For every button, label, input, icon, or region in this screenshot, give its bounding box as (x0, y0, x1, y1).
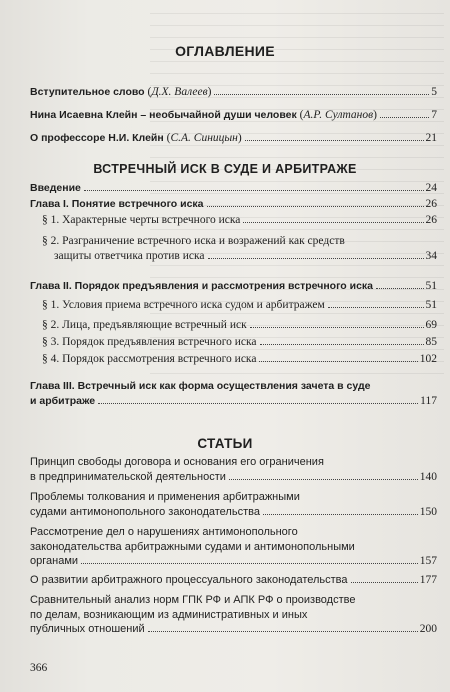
dot-leader (148, 631, 418, 632)
entry-title: Глава II. Порядок предъявления и рассмотрения встречного иска (30, 280, 374, 292)
toc-entry-intro-1[interactable]: Вступительное слово (Д.Х. Валеев) 5 (30, 86, 437, 98)
page-ref: 117 (420, 394, 437, 407)
page-ref: 5 (431, 86, 437, 98)
page-ref: 200 (419, 623, 437, 635)
page-ref: 51 (425, 280, 437, 292)
toc-entry-article-4[interactable] (30, 573, 437, 588)
page-ref: 24 (425, 182, 437, 194)
entry-title: § 4. Порядок рассмотрения встречного иска (42, 353, 257, 365)
section-title-articles: СТАТЬИ (197, 436, 253, 451)
entry-author: А.Р. Султанов (303, 109, 374, 121)
entry-title: Введение (30, 182, 81, 194)
dot-leader (229, 479, 418, 480)
page-ref: 26 (425, 214, 437, 226)
page-number: 366 (30, 662, 48, 674)
page-ref: 157 (419, 555, 437, 567)
entry-title: § 2. Лица, предъявляющие встречный иск (42, 319, 247, 331)
entry-title-line-1: § 2. Разграничение встречного иска и возражений как средств (42, 235, 345, 247)
dot-leader (260, 344, 424, 345)
entry-title: О профессоре Н.И. Клейн (30, 132, 164, 144)
toc-entry-ch1-para2[interactable] (42, 234, 437, 263)
entry-title-line-2: и арбитраже (30, 394, 96, 407)
toc-entry-article-1[interactable] (30, 455, 437, 484)
toc-entry-article-2[interactable] (30, 490, 437, 519)
toc-entry-chapter-1[interactable] (30, 197, 437, 212)
toc-entry-introduction[interactable] (30, 181, 437, 196)
entry-author: Д.Х. Валеев (151, 86, 208, 98)
dot-leader (208, 258, 424, 259)
page-ref: 69 (425, 319, 437, 331)
page-ref: 51 (425, 299, 437, 311)
toc-entry-ch2-para3[interactable] (42, 335, 437, 350)
entry-title-line-3: органами (30, 555, 79, 567)
entry-title-line-1: Сравнительный анализ норм ГПК РФ и АПК РФ о производстве (30, 594, 356, 606)
entry-title: О развитии арбитражного процессуального законодательства (30, 574, 348, 586)
entry-title-line-3: публичных отношений (30, 623, 145, 635)
dot-leader (351, 582, 418, 583)
entry-author: С.А. Синицын (170, 132, 238, 144)
page-ref: 7 (431, 109, 437, 121)
dot-leader (250, 327, 424, 328)
entry-title-line-1: Проблемы толкования и применения арбитражными (30, 491, 300, 503)
section-title-counterclaim: ВСТРЕЧНЫЙ ИСК В СУДЕ И АРБИТРАЖЕ (93, 162, 357, 176)
entry-title-line-2: по делам, возникающим из административных и иных (30, 608, 308, 621)
dot-leader (328, 307, 424, 308)
dot-leader (84, 190, 424, 191)
dot-leader (376, 288, 423, 289)
toc-entry-ch1-para1[interactable] (42, 213, 437, 228)
entry-title-line-1: Принцип свободы договора и основания его ограничения (30, 456, 324, 468)
toc-entry-intro-2[interactable]: Нина Исаевна Клейн – необычайной души человек (А.Р. Султанов) 7 (30, 109, 437, 121)
dot-leader (81, 563, 418, 564)
toc-title: ОГЛАВЛЕНИЕ (175, 43, 275, 59)
page-ref: 150 (419, 505, 437, 518)
entry-title-line-2: защиты ответчика против иска (54, 249, 205, 262)
toc-entry-intro-3[interactable]: О профессоре Н.И. Клейн (С.А. Синицын) 21 (30, 132, 437, 144)
entry-title-line-2: в предпринимательской деятельности (30, 470, 226, 483)
toc-entry-article-5[interactable] (30, 593, 437, 637)
toc-entry-chapter-3[interactable] (30, 379, 437, 408)
entry-title: Нина Исаевна Клейн – необычайной души человек (30, 109, 297, 121)
dot-leader (98, 403, 418, 404)
page-ref: 34 (425, 249, 437, 262)
toc-entry-chapter-2[interactable] (30, 279, 437, 294)
page-ref: 177 (419, 574, 437, 586)
page-ref: 21 (425, 132, 437, 144)
entry-title-line-2: судами антимонопольного законодательства (30, 505, 260, 518)
entry-title: § 1. Характерные черты встречного иска (42, 214, 241, 226)
entry-title: § 3. Порядок предъявления встречного иска (42, 336, 257, 348)
dot-leader (259, 361, 417, 362)
toc-entry-ch2-para1[interactable] (42, 298, 437, 313)
entry-title: Глава I. Понятие встречного иска (30, 198, 204, 210)
page-ref: 140 (419, 470, 437, 483)
dot-leader (214, 94, 429, 95)
toc-entry-article-3[interactable] (30, 525, 437, 569)
entry-title: § 1. Условия приема встречного иска судом и арбитражем (42, 299, 325, 311)
page-ref: 85 (425, 336, 437, 348)
entry-title-line-1: Глава III. Встречный иск как форма осуществления зачета в суде (30, 380, 371, 392)
page-ref: 26 (425, 198, 437, 210)
toc-entry-ch2-para2[interactable] (42, 318, 437, 333)
toc-entry-ch2-para4[interactable] (42, 352, 437, 367)
dot-leader (243, 222, 423, 223)
entry-title-line-2: законодательства арбитражными судами и антимонопольными (30, 540, 355, 553)
dot-leader (263, 514, 418, 515)
dot-leader (380, 117, 429, 118)
page-ref: 102 (419, 353, 437, 365)
dot-leader (207, 206, 424, 207)
entry-title: Вступительное слово (30, 86, 145, 98)
entry-title-line-1: Рассмотрение дел о нарушениях антимонопольного (30, 526, 298, 538)
dot-leader (245, 140, 424, 141)
